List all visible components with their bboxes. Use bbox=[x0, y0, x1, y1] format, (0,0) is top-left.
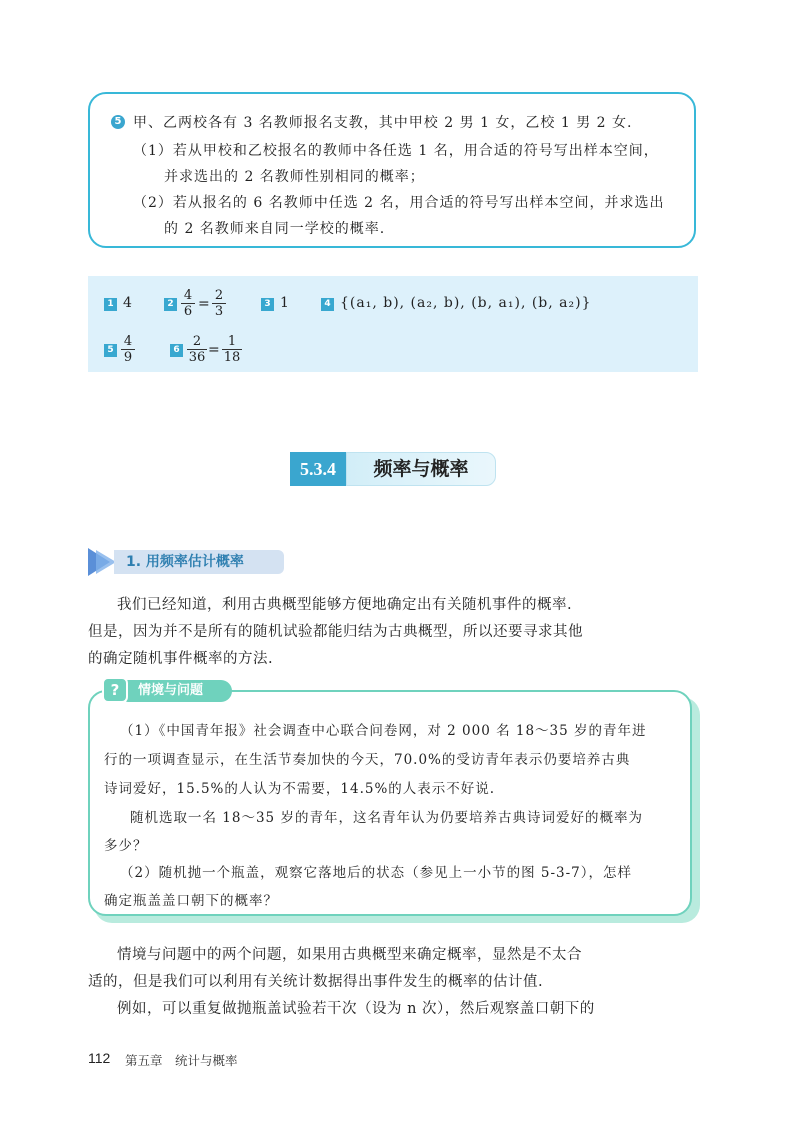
exercise-line: 的 2 名教师来自同一学校的概率. bbox=[164, 221, 386, 237]
subsection-title: 1. 用频率估计概率 bbox=[114, 550, 284, 574]
scenario-line: 多少？ bbox=[104, 838, 148, 854]
answer-1: 4 bbox=[123, 295, 132, 311]
question-book-icon: ? bbox=[102, 677, 128, 703]
answer-number-3: 3 bbox=[261, 298, 274, 311]
exercise-line: 甲、乙两校各有 3 名教师报名支教，其中甲校 2 男 1 女，乙校 1 男 2 女. bbox=[133, 115, 633, 131]
paragraph-line: 例如，可以重复做抛瓶盖试验若干次（设为 n 次），然后观察盖口朝下的 bbox=[117, 1001, 595, 1017]
answer-number-1: 1 bbox=[104, 298, 117, 311]
chapter-label: 第五章 统计与概率 bbox=[125, 1053, 238, 1068]
scenario-tag bbox=[102, 677, 232, 703]
exercise-number-badge: 5 bbox=[111, 115, 125, 129]
answer-number-2: 2 bbox=[164, 298, 177, 311]
answer-number-5: 5 bbox=[104, 344, 117, 357]
answer-number-6: 6 bbox=[170, 344, 183, 357]
subsection-heading bbox=[88, 548, 288, 576]
paragraph-line: 我们已经知道，利用古典概型能够方便地确定出有关随机事件的概率. bbox=[117, 597, 573, 613]
scenario-line: （1）《中国青年报》社会调查中心联合问卷网，对 2 000 名 18～35 岁的青年进 bbox=[120, 723, 647, 739]
answer-6-equals: = bbox=[208, 342, 220, 358]
scenario-line: 随机选取一名 18～35 岁的青年，这名青年认为仍要培养古典诗词爱好的概率为 bbox=[130, 810, 643, 826]
scenario-line: （2）随机抛一个瓶盖，观察它落地后的状态（参见上一小节的图 5-3-7），怎样 bbox=[120, 865, 633, 881]
answers-panel bbox=[88, 276, 698, 372]
scenario-line: 行的一项调查显示，在生活节奏加快的今天，70.0%的受访青年表示仍要培养古典 bbox=[104, 752, 631, 768]
answer-2-equals: = bbox=[198, 296, 210, 312]
answer-5-fraction: $\frac{4}{9}$ bbox=[121, 334, 135, 365]
scenario-line: 诗词爱好，15.5%的人认为不需要，14.5%的人表示不好说. bbox=[104, 781, 496, 797]
section-header bbox=[290, 452, 496, 486]
paragraph-line: 情境与问题中的两个问题，如果用古典概型来确定概率，显然是不太合 bbox=[117, 947, 582, 963]
paragraph-line: 但是，因为并不是所有的随机试验都能归结为古典概型，所以还要寻求其他 bbox=[88, 624, 583, 640]
answer-2-fraction-a: $\frac{4}{6}$ bbox=[181, 288, 195, 319]
section-number: 5.3.4 bbox=[290, 452, 346, 486]
answer-number-4: 4 bbox=[321, 298, 334, 311]
answer-4: {(a₁, b), (a₂, b), (b, a₁), (b, a₂)} bbox=[340, 295, 592, 311]
exercise-line: 并求选出的 2 名教师性别相同的概率； bbox=[164, 169, 425, 185]
scenario-tag-label: 情境与问题 bbox=[124, 680, 232, 702]
exercise-line: （1）若从甲校和乙校报名的教师中各任选 1 名，用合适的符号写出样本空间， bbox=[133, 143, 659, 159]
page-number: 112 bbox=[88, 1050, 111, 1066]
scenario-line: 确定瓶盖盖口朝下的概率？ bbox=[104, 893, 278, 909]
answer-6-fraction-a: $\frac{2}{36}$ bbox=[188, 334, 206, 365]
answer-2-fraction-b: $\frac{2}{3}$ bbox=[212, 288, 226, 319]
paragraph-line: 的确定随机事件概率的方法. bbox=[88, 651, 274, 667]
paragraph-line: 适的，但是我们可以利用有关统计数据得出事件发生的概率的估计值. bbox=[88, 974, 544, 990]
answer-6-fraction-b: $\frac{1}{18}$ bbox=[223, 334, 241, 365]
exercise-line: （2）若从报名的 6 名教师中任选 2 名，用合适的符号写出样本空间，并求选出 bbox=[133, 195, 665, 211]
answer-3: 1 bbox=[280, 295, 289, 311]
section-title: 频率与概率 bbox=[346, 452, 496, 486]
